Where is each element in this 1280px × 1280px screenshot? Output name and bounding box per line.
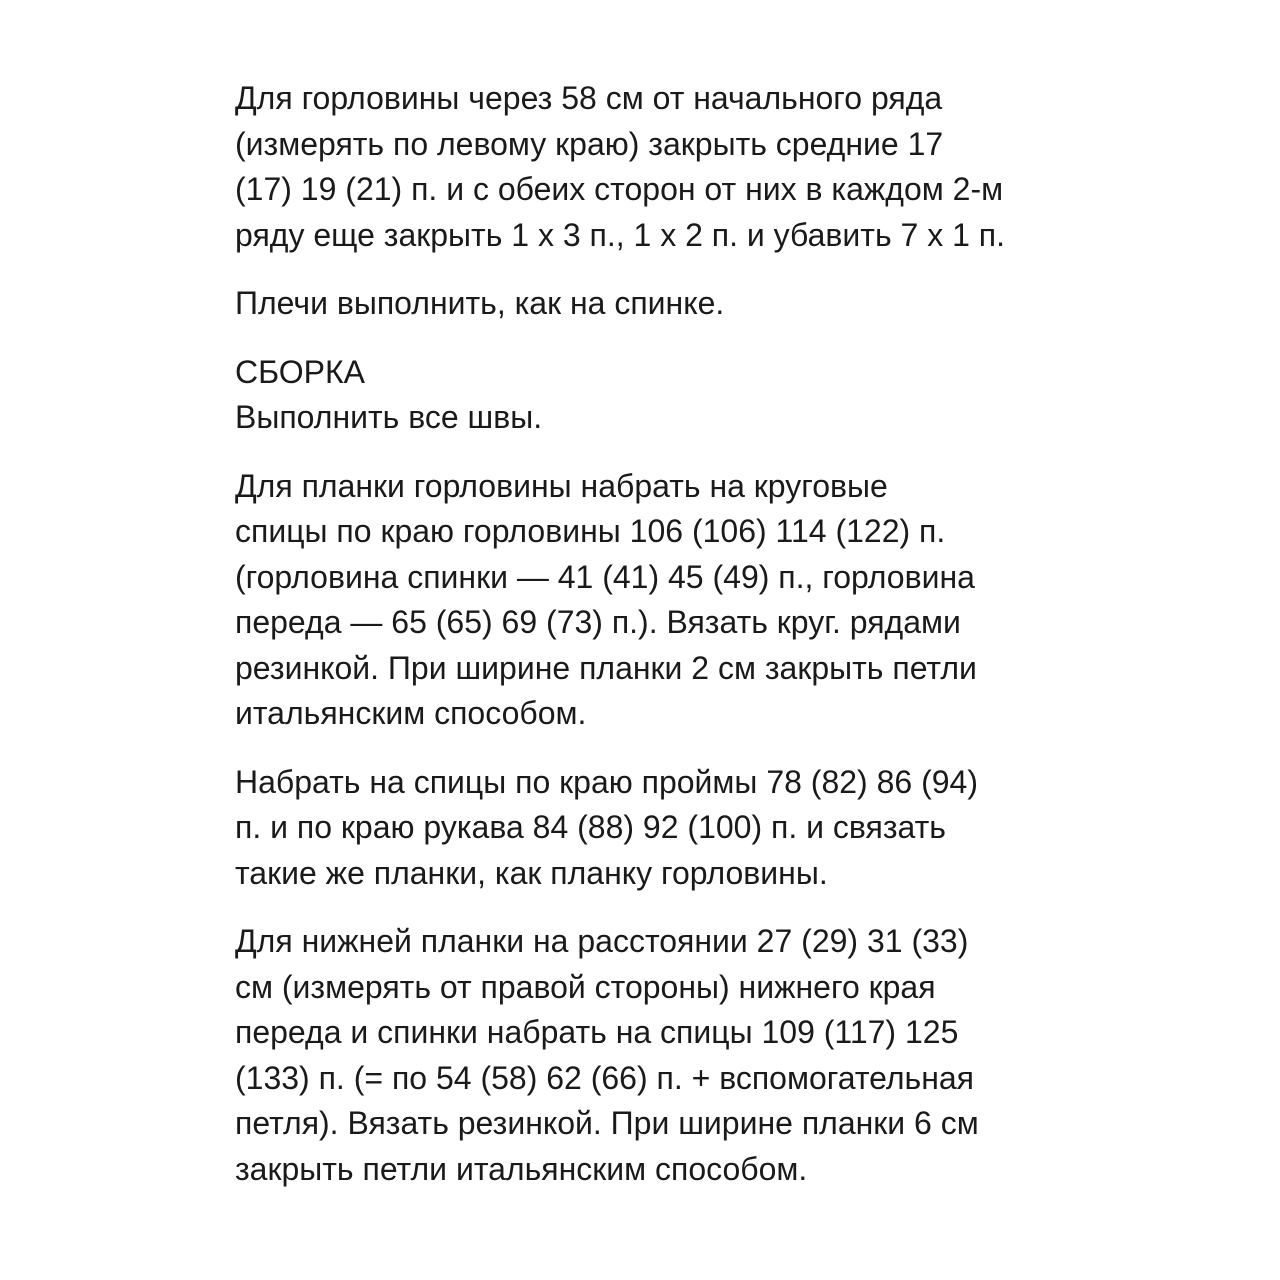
paragraph-neckline: [235, 76, 1075, 258]
paragraph-bottom-band: [235, 919, 1075, 1192]
paragraph-armhole-bands: [235, 760, 1075, 897]
text-line: Для нижней планки на расстоянии 27 (29) 31 (33): [235, 923, 969, 959]
paragraph-assembly: [235, 350, 1075, 441]
text-line: переда — 65 (65) 69 (73) п.). Вязать круг. рядами: [235, 604, 961, 640]
text-line: Для горловины через 58 см от начального ряда: [235, 80, 943, 116]
text-line: (измерять по левому краю) закрыть средние 17: [235, 125, 944, 162]
paragraph-shoulders: [235, 281, 1075, 327]
text-line: (133) п. (= по 54 (58) 62 (66) п. + вспомогательная: [235, 1059, 974, 1096]
text-line: спицы по краю горловины 106 (106) 114 (122) п.: [235, 513, 946, 549]
text-line: переда и спинки набрать на спицы 109 (117) 125: [235, 1014, 959, 1050]
paragraph-neck-band: [235, 464, 1075, 737]
text-line: Плечи выполнить, как на спинке.: [235, 285, 725, 321]
text-line: резинкой. При ширине планки 2 см закрыть петли: [235, 649, 977, 686]
text-line: ряду еще закрыть 1 х 3 п., 1 х 2 п. и убавить 7 х 1 п.: [235, 216, 1005, 253]
text-line: Для планки горловины набрать на круговые: [235, 467, 888, 504]
text-line: (горловина спинки — 41 (41) 45 (49) п., горловина: [235, 558, 975, 595]
text-line: итальянским способом.: [235, 695, 587, 731]
text-line: такие же планки, как планку горловины.: [235, 854, 828, 891]
text-line: (17) 19 (21) п. и с обеих сторон от них в каждом 2-м: [235, 171, 1004, 207]
document-page: [235, 76, 1075, 1215]
text-line: п. и по краю рукава 84 (88) 92 (100) п. и связать: [235, 809, 946, 845]
text-line: см (измерять от правой стороны) нижнего края: [235, 968, 936, 1005]
section-heading: СБОРКА: [235, 353, 365, 390]
text-line: Выполнить все швы.: [235, 399, 543, 435]
text-line: петля). Вязать резинкой. При ширине планки 6 см: [235, 1105, 979, 1141]
text-line: Набрать на спицы по краю проймы 78 (82) 86 (94): [235, 763, 978, 800]
text-line: закрыть петли итальянским способом.: [235, 1150, 808, 1187]
